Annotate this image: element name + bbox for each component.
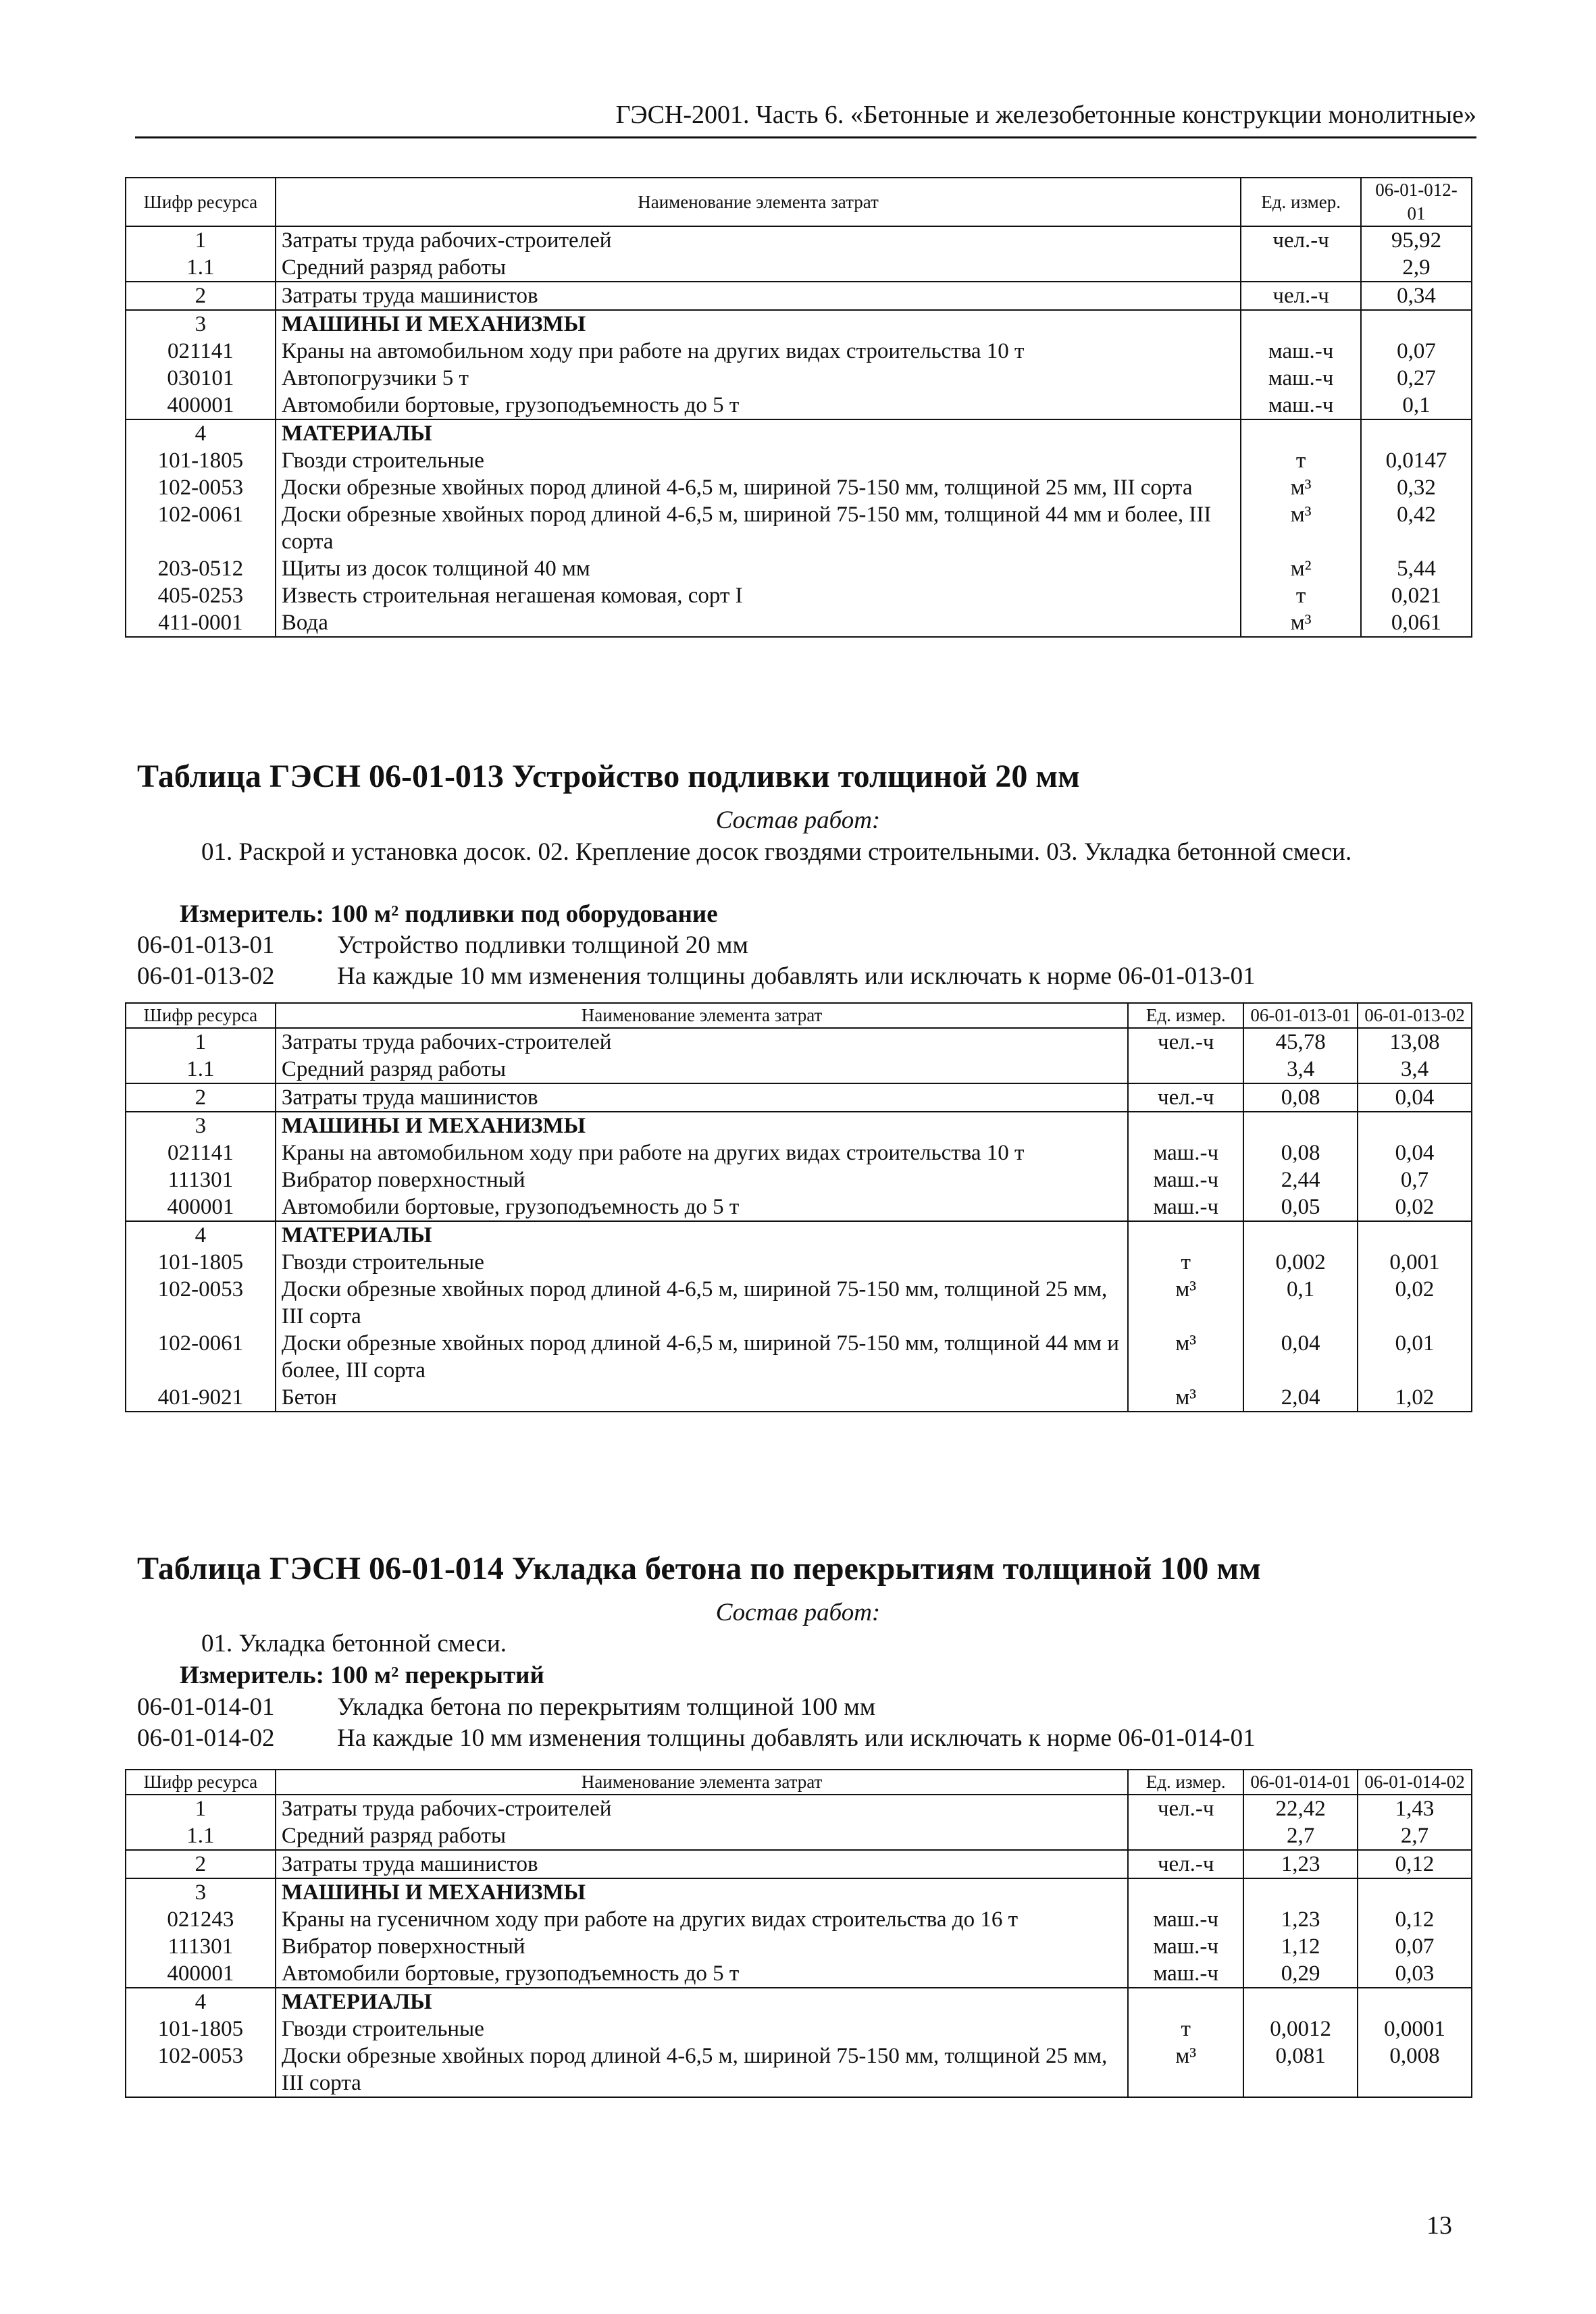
cost-element-name: Затраты труда машинистов [276,282,1241,310]
cost-element-name: Гвозди строительные [276,1249,1129,1276]
norm-value: 0,0147 [1361,447,1472,474]
norm-value: 0,061 [1361,609,1472,637]
unit [1128,1822,1243,1850]
norm-value [1358,1988,1472,2015]
norm-value: 22,42 [1243,1795,1358,1822]
table-row [126,555,1472,582]
norm-value [1243,1112,1358,1139]
resource-code: 1 [126,1795,276,1822]
resource-code: 101-1805 [126,447,276,474]
norm-value: 3,4 [1358,1056,1472,1083]
norm-value: 0,02 [1358,1193,1472,1221]
table-row [126,1850,1472,1878]
norm-value: 0,27 [1361,365,1472,392]
cost-element-name: Затраты труда машинистов [276,1850,1128,1878]
norm-value: 2,9 [1361,254,1472,282]
table-row [126,254,1472,282]
section-heading: МАШИНЫ И МЕХАНИЗМЫ [276,1112,1129,1139]
section-heading: МАТЕРИАЛЫ [276,419,1241,447]
running-title: ГЭСН-2001. Часть 6. «Бетонные и железобетонные конструкции монолитные» [135,100,1476,138]
norm-value: 45,78 [1243,1028,1358,1056]
table-row [126,474,1472,501]
cost-element-name: Гвозди строительные [276,447,1241,474]
col-header-name: Наименование элемента затрат [276,1003,1129,1028]
table-row [126,501,1472,555]
table-row [126,609,1472,637]
norm-value: 0,05 [1243,1193,1358,1221]
norm-value: 0,07 [1358,1933,1472,1960]
cost-element-name: Затраты труда рабочих-строителей [276,1028,1129,1056]
unit: м³ [1128,1330,1243,1384]
norm-value [1358,1112,1472,1139]
norm-value [1243,1988,1358,2015]
unit: маш.-ч [1128,1193,1243,1221]
cost-element-name: Вибратор поверхностный [276,1933,1128,1960]
cost-element-name: Вибратор поверхностный [276,1166,1129,1193]
norm-value [1361,310,1472,338]
cost-element-name: Автопогрузчики 5 т [276,365,1241,392]
resource-code: 2 [126,1083,276,1112]
unit [1128,1112,1243,1139]
resource-code: 411-0001 [126,609,276,637]
table-row [126,1960,1472,1988]
norm-value: 0,021 [1361,582,1472,609]
table-row [126,2042,1472,2097]
col-header-unit: Ед. измер. [1241,178,1361,226]
unit: чел.-ч [1128,1028,1243,1056]
col-header-code: Шифр ресурса [126,1003,276,1028]
resource-code: 2 [126,1850,276,1878]
norm-value: 0,1 [1361,392,1472,419]
cost-element-name: Доски обрезные хвойных пород длиной 4-6,5 м, шириной 75-150 мм, толщиной 44 мм и более, III сорта [276,1330,1129,1384]
norm-value: 0,001 [1358,1249,1472,1276]
table-row [126,1906,1472,1933]
unit: чел.-ч [1241,226,1361,254]
norm-value: 0,0012 [1243,2015,1358,2042]
resource-code: 400001 [126,1960,276,1988]
cost-element-name: Щиты из досок толщиной 40 мм [276,555,1241,582]
page-number: 13 [1426,2211,1452,2240]
norm-code: 06-01-013-01 [137,931,275,959]
norm-value [1243,1221,1358,1249]
col-header-code: Шифр ресурса [126,178,276,226]
cost-element-name: Краны на гусеничном ходу при работе на других видах строительства до 16 т [276,1906,1128,1933]
cost-table-06-01-013 [125,1002,1472,1412]
cost-element-name: Средний разряд работы [276,254,1241,282]
col-header-code: Шифр ресурса [126,1770,276,1795]
col-header-norm: 06-01-014-02 [1358,1770,1472,1795]
norm-value: 0,081 [1243,2042,1358,2097]
resource-code: 1 [126,1028,276,1056]
resource-code: 3 [126,1878,276,1906]
section-heading: МАШИНЫ И МЕХАНИЗМЫ [276,1878,1128,1906]
table-row [126,1166,1472,1193]
resource-code: 3 [126,310,276,338]
cost-element-name: Средний разряд работы [276,1056,1129,1083]
norm-text: На каждые 10 мм изменения толщины добавлять или исключать к норме 06-01-014-01 [337,1724,1256,1752]
table-row [126,582,1472,609]
table-row [126,1878,1472,1906]
norm-value: 0,1 [1243,1276,1358,1330]
cost-element-name: Затраты труда рабочих-строителей [276,226,1241,254]
cost-element-name: Доски обрезные хвойных пород длиной 4-6,5 м, шириной 75-150 мм, толщиной 25 мм, III сорта [276,474,1241,501]
norm-value [1243,1878,1358,1906]
unit [1128,1221,1243,1249]
resource-code: 203-0512 [126,555,276,582]
norm-value: 0,008 [1358,2042,1472,2097]
norm-value: 13,08 [1358,1028,1472,1056]
table-row [126,1083,1472,1112]
norm-value: 0,01 [1358,1330,1472,1384]
resource-code: 102-0053 [126,2042,276,2097]
norm-value: 0,03 [1358,1960,1472,1988]
norm-code: 06-01-014-01 [137,1693,275,1721]
unit: маш.-ч [1128,1139,1243,1166]
table-row [126,282,1472,310]
norm-value: 1,02 [1358,1384,1472,1412]
resource-code: 4 [126,1221,276,1249]
norm-value [1358,1221,1472,1249]
work-composition-text: 01. Укладка бетонной смеси. [201,1630,507,1657]
table-row [126,1249,1472,1276]
resource-code: 101-1805 [126,2015,276,2042]
col-header-name: Наименование элемента затрат [276,178,1241,226]
norm-value: 0,07 [1361,338,1472,365]
resource-code: 111301 [126,1166,276,1193]
norm-value: 2,7 [1243,1822,1358,1850]
unit: маш.-ч [1241,338,1361,365]
cost-element-name: Краны на автомобильном ходу при работе на других видах строительства 10 т [276,1139,1129,1166]
table-row [126,1988,1472,2015]
measure-line: Измеритель: 100 м² перекрытий [180,1662,544,1689]
table-row [126,392,1472,419]
cost-element-name: Автомобили бортовые, грузоподъемность до 5 т [276,1960,1128,1988]
table-row [126,365,1472,392]
resource-code: 405-0253 [126,582,276,609]
cost-element-name: Доски обрезные хвойных пород длиной 4-6,5 м, шириной 75-150 мм, толщиной 25 мм, III сорта [276,2042,1128,2097]
col-header-unit: Ед. измер. [1128,1003,1243,1028]
cost-element-name: Краны на автомобильном ходу при работе на других видах строительства 10 т [276,338,1241,365]
table-row [126,1933,1472,1960]
norm-code: 06-01-013-02 [137,962,275,990]
resource-code: 111301 [126,1933,276,1960]
unit: м³ [1241,609,1361,637]
work-composition-text: 01. Раскрой и установка досок. 02. Крепление досок гвоздями строительными. 03. Укладка бетонной смеси. [201,838,1352,866]
norm-text: Устройство подливки толщиной 20 мм [337,931,748,959]
norm-line [137,1724,1256,1753]
cost-element-name: Известь строительная негашеная комовая, сорт I [276,582,1241,609]
unit: м² [1241,555,1361,582]
norm-value: 0,34 [1361,282,1472,310]
table-header-row [126,178,1472,226]
norm-text: На каждые 10 мм изменения толщины добавлять или исключать к норме 06-01-013-01 [337,962,1256,990]
norm-value [1358,1878,1472,1906]
norm-value: 0,0001 [1358,2015,1472,2042]
resource-code: 1.1 [126,1822,276,1850]
cost-element-name: Доски обрезные хвойных пород длиной 4-6,5 м, шириной 75-150 мм, толщиной 44 мм и более, III сорта [276,501,1241,555]
table-row [126,419,1472,447]
resource-code: 1.1 [126,254,276,282]
norm-value: 2,7 [1358,1822,1472,1850]
cost-element-name: Доски обрезные хвойных пород длиной 4-6,5 м, шириной 75-150 мм, толщиной 25 мм, III сорта [276,1276,1129,1330]
table-row [126,1795,1472,1822]
col-header-norm: 06-01-013-01 [1243,1003,1358,1028]
cost-element-name: Вода [276,609,1241,637]
unit: т [1241,582,1361,609]
table-header-row [126,1770,1472,1795]
resource-code: 021141 [126,1139,276,1166]
unit: м³ [1128,2042,1243,2097]
unit: м³ [1128,1276,1243,1330]
table-row [126,1221,1472,1249]
cost-element-name: Автомобили бортовые, грузоподъемность до 5 т [276,1193,1129,1221]
norm-value: 0,02 [1358,1276,1472,1330]
norm-value: 0,12 [1358,1850,1472,1878]
norm-value: 3,4 [1243,1056,1358,1083]
unit: т [1128,2015,1243,2042]
section-heading: МАШИНЫ И МЕХАНИЗМЫ [276,310,1241,338]
resource-code: 102-0061 [126,1330,276,1384]
resource-code: 101-1805 [126,1249,276,1276]
norm-code: 06-01-014-02 [137,1724,275,1752]
norm-text: Укладка бетона по перекрытиям толщиной 100 мм [337,1693,876,1721]
norm-value: 0,29 [1243,1960,1358,1988]
unit: чел.-ч [1128,1083,1243,1112]
resource-code: 2 [126,282,276,310]
col-header-norm: 06-01-013-02 [1358,1003,1472,1028]
measure-line: Измеритель: 100 м² подливки под оборудование [180,900,718,928]
resource-code: 021141 [126,338,276,365]
resource-code: 102-0053 [126,474,276,501]
unit: чел.-ч [1128,1795,1243,1822]
unit: т [1128,1249,1243,1276]
norm-value: 95,92 [1361,226,1472,254]
unit [1128,1056,1243,1083]
table-row [126,1330,1472,1384]
unit: маш.-ч [1128,1960,1243,1988]
norm-value: 0,04 [1358,1139,1472,1166]
norm-value [1361,419,1472,447]
cost-table-06-01-014 [125,1769,1472,2098]
work-composition-title: Состав работ: [715,1599,881,1626]
table-title-06-01-014: Таблица ГЭСН 06-01-014 Укладка бетона по перекрытиям толщиной 100 мм [137,1551,1261,1587]
unit: маш.-ч [1241,392,1361,419]
cost-element-name: Затраты труда рабочих-строителей [276,1795,1128,1822]
table-row [126,1028,1472,1056]
table-row [126,1193,1472,1221]
work-composition-title: Состав работ: [715,806,881,834]
cost-element-name: Бетон [276,1384,1129,1412]
cost-element-name: Средний разряд работы [276,1822,1128,1850]
resource-code: 102-0053 [126,1276,276,1330]
resource-code: 400001 [126,1193,276,1221]
table-row [126,226,1472,254]
norm-value: 0,7 [1358,1166,1472,1193]
col-header-unit: Ед. измер. [1128,1770,1243,1795]
norm-value: 1,12 [1243,1933,1358,1960]
resource-code: 3 [126,1112,276,1139]
norm-value: 0,04 [1243,1330,1358,1384]
resource-code: 1 [126,226,276,254]
resource-code: 4 [126,419,276,447]
norm-value: 0,002 [1243,1249,1358,1276]
section-heading: МАТЕРИАЛЫ [276,1221,1129,1249]
resource-code: 4 [126,1988,276,2015]
table-header-row [126,1003,1472,1028]
norm-value: 2,44 [1243,1166,1358,1193]
table-row [126,1056,1472,1083]
unit [1241,419,1361,447]
norm-line [137,962,1256,991]
unit: маш.-ч [1128,1933,1243,1960]
cost-element-name: Затраты труда машинистов [276,1083,1129,1112]
resource-code: 030101 [126,365,276,392]
norm-value: 0,04 [1358,1083,1472,1112]
resource-code: 021243 [126,1906,276,1933]
norm-value: 0,08 [1243,1139,1358,1166]
unit: т [1241,447,1361,474]
unit [1241,254,1361,282]
norm-value: 1,43 [1358,1795,1472,1822]
table-row [126,310,1472,338]
resource-code: 401-9021 [126,1384,276,1412]
col-header-norm: 06-01-014-01 [1243,1770,1358,1795]
norm-value: 0,08 [1243,1083,1358,1112]
norm-value: 1,23 [1243,1906,1358,1933]
col-header-norm: 06-01-012-01 [1361,178,1472,226]
table-row [126,1822,1472,1850]
unit: маш.-ч [1128,1906,1243,1933]
cost-table-06-01-012 [125,177,1472,638]
table-title-06-01-013: Таблица ГЭСН 06-01-013 Устройство подливки толщиной 20 мм [137,759,1080,794]
norm-line [137,931,748,960]
norm-value: 5,44 [1361,555,1472,582]
resource-code: 102-0061 [126,501,276,555]
unit: чел.-ч [1128,1850,1243,1878]
col-header-name: Наименование элемента затрат [276,1770,1128,1795]
cost-element-name: Автомобили бортовые, грузоподъемность до 5 т [276,392,1241,419]
cost-element-name: Гвозди строительные [276,2015,1128,2042]
unit: маш.-ч [1241,365,1361,392]
norm-line [137,1693,875,1722]
unit: м³ [1241,501,1361,555]
table-row [126,1276,1472,1330]
table-row [126,2015,1472,2042]
unit: м³ [1241,474,1361,501]
norm-value: 1,23 [1243,1850,1358,1878]
unit [1241,310,1361,338]
table-row [126,1384,1472,1412]
norm-value: 2,04 [1243,1384,1358,1412]
unit: чел.-ч [1241,282,1361,310]
table-row [126,447,1472,474]
resource-code: 1.1 [126,1056,276,1083]
unit: маш.-ч [1128,1166,1243,1193]
table-row [126,1139,1472,1166]
section-heading: МАТЕРИАЛЫ [276,1988,1128,2015]
norm-value: 0,42 [1361,501,1472,555]
unit [1128,1988,1243,2015]
table-row [126,338,1472,365]
norm-value: 0,32 [1361,474,1472,501]
resource-code: 400001 [126,392,276,419]
table-row [126,1112,1472,1139]
unit [1128,1878,1243,1906]
norm-value: 0,12 [1358,1906,1472,1933]
unit: м³ [1128,1384,1243,1412]
